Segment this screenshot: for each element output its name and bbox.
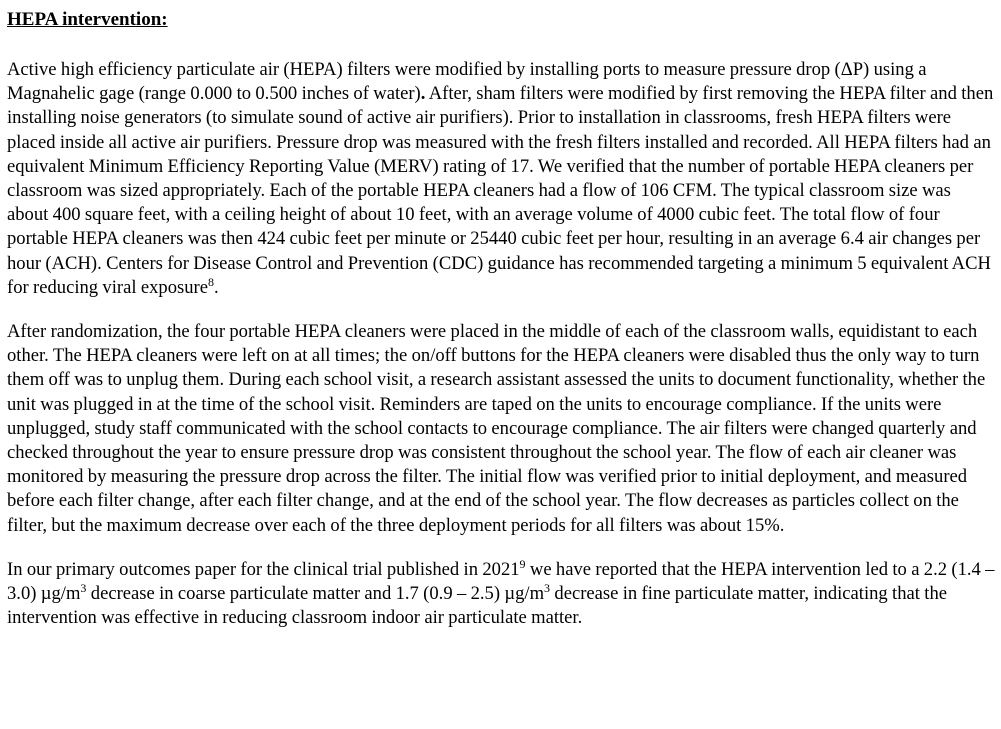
paragraph-randomization: After randomization, the four portable HEPA cleaners were placed in the middle of each of the classroom walls, equidistant to each other. The HEPA cleaners were left on at all times; the on/off buttons for the HEPA cleaners were disabled thus the only way to turn them off was to unplug them. During each school visit, a research assistant assessed the units to document functionality, whether the unit was plugged in at the time of the school visit. Reminders are taped on the units to encourage compliance. If the units were unplugged, study staff communicated with the school contacts to encourage compliance. The air filters were changed quarterly and checked throughout the year to ensure pressure drop was consistent throughout the school year. The flow of each air cleaner was monitored by measuring the pressure drop across the filter. The initial flow was verified prior to initial deployment, and measured before each filter change, after each filter change, and at the end of the school year. The flow decreases as particles collect on the filter, but the maximum decrease over each of the three deployment periods for all filters was about 15%. <box>7 321 986 536</box>
p3-text-c: decrease in coarse particulate matter and 1.7 (0.9 – 2.5) µg/m <box>86 583 545 605</box>
superscript-cubed-1: 3 <box>80 581 87 596</box>
section-heading: HEPA intervention: <box>7 9 168 30</box>
p3-text-a: In our primary outcomes paper for the clinical trial published in 2021 <box>7 558 520 580</box>
p3-text-d: decrease in fine particulate matter, indicating that the intervention was effective in reducing classroom indoor air particulate matter. <box>7 583 948 629</box>
p1-end: . <box>213 276 219 298</box>
reference-9: 9 <box>519 556 526 571</box>
paragraph-primary-outcomes <box>7 558 995 631</box>
p1-bold-period: . <box>420 83 426 105</box>
reference-8: 8 <box>207 274 214 289</box>
p1-text-a: Active high efficiency particulate air (HEPA) filters were modified by installing ports to measure pressure drop (ΔP) using a Magnahelic gage (range 0.000 to 0.500 inches of water) <box>7 59 927 105</box>
p1-text-b: After, sham filters were modified by first removing the HEPA filter and then installing noise generators (to simulate sound of active air purifiers). Prior to installation in classrooms, fresh HEPA filters were placed inside all active air purifiers. Pressure drop was measured with the fresh filters installed and recorded. All HEPA filters had an equivalent Minimum Efficiency Reporting Value (MERV) rating of 17. We verified that the number of portable HEPA cleaners per classroom was sized appropriately. Each of the portable HEPA cleaners had a flow of 106 CFM. The typical classroom size was about 400 square feet, with a ceiling height of about 10 feet, with an average volume of 4000 cubic feet. The total flow of four portable HEPA cleaners was then 424 cubic feet per minute or 25440 cubic feet per hour, resulting in an average 6.4 air changes per hour (ACH). Centers for Disease Control and Prevention (CDC) guidance has recommended targeting a minimum 5 equivalent ACH for reducing viral exposure <box>7 83 994 298</box>
paragraph-hepa-filters <box>7 58 995 300</box>
superscript-cubed-2: 3 <box>544 581 551 596</box>
p3-text-b: we have reported that the HEPA intervention led to a 2.2 (1.4 – 3.0) µg/m <box>7 558 995 605</box>
